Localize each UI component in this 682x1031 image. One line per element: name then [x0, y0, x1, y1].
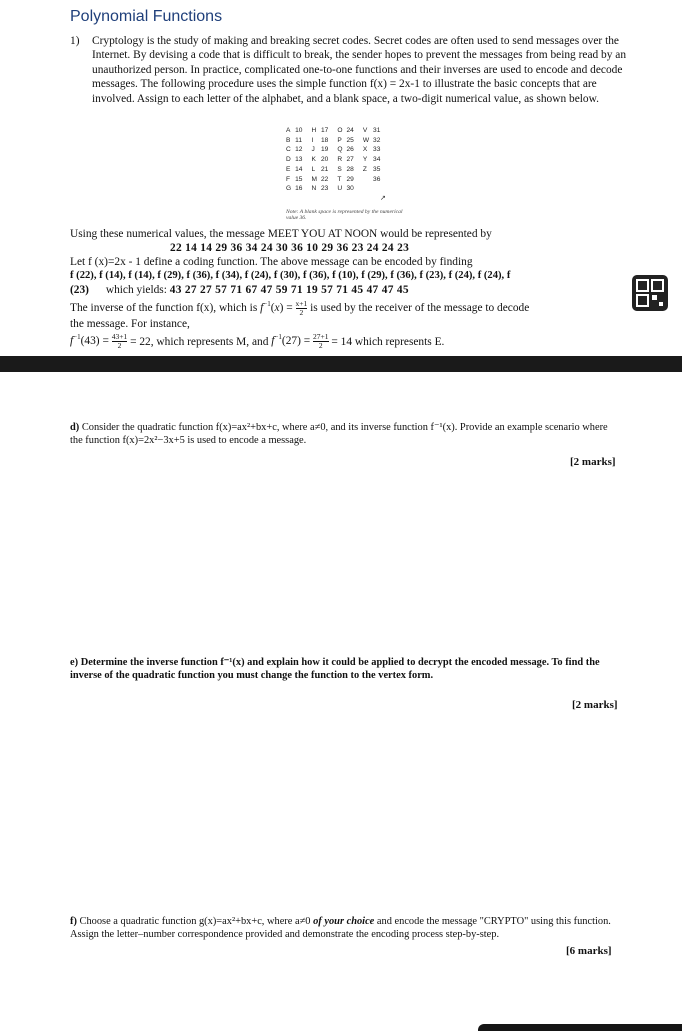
question-f: [70, 915, 622, 941]
table-note: Note: A blank space is represented by the numerical value 36.: [286, 209, 403, 221]
table-value: 28: [346, 165, 354, 173]
table-value: 23: [320, 185, 329, 193]
table-value: 21: [320, 165, 329, 173]
table-letter: [363, 184, 373, 194]
table-value: 24: [346, 127, 354, 134]
question-e-label: e): [70, 657, 79, 668]
table-row: [286, 165, 389, 175]
question-f-text-b: and encode the message "CRYPTO" using this function. Assign the letter–number correspondence provided and demonstrate the encoding process step-by-step.: [70, 916, 611, 941]
table-letter: K: [311, 156, 316, 164]
question-f-emphasis: of your choice: [313, 916, 375, 927]
question-e: [70, 656, 622, 682]
table-row: [286, 136, 389, 146]
question-1-number: 1): [70, 35, 80, 47]
table-value: 26: [346, 146, 354, 154]
table-value: 33: [373, 146, 381, 154]
table-value: 12: [295, 146, 303, 154]
table-value: 32: [373, 136, 381, 144]
question-d-text: Consider the quadratic function f(x)=ax²+bx+c, where a≠0, and its inverse function f⁻¹(x). Provide an example scenario where the function f(x)=2x²−3x+5 is used to encode a message.: [70, 422, 608, 447]
table-value: 35: [373, 165, 381, 173]
table-value: 15: [295, 175, 303, 183]
table-value: 36: [373, 175, 381, 183]
table-value: 11: [295, 136, 302, 144]
table-letter: G: [286, 185, 292, 193]
yields-label: which yields:: [105, 284, 167, 296]
home-indicator: [478, 1024, 682, 1031]
question-d: [70, 421, 622, 447]
table-value: 22: [320, 175, 329, 183]
question-f-marks: [6 marks]: [566, 945, 612, 957]
question-d-marks: [2 marks]: [570, 456, 616, 468]
example-1-result: = 22, which represents M, and: [130, 335, 269, 348]
table-letter: L: [311, 165, 316, 173]
blank-arrow-icon: ↗: [380, 194, 386, 202]
table-row: [286, 126, 389, 136]
table-letter: S: [337, 165, 342, 173]
table-letter: M: [311, 175, 317, 183]
letter-value-table: [286, 126, 389, 194]
table-letter: E: [286, 165, 291, 173]
table-value: 27: [346, 156, 354, 164]
function-calls: f (22), f (14), f (14), f (29), f (36), f (34), f (24), f (30), f (36), f (10), f (29), f (36), f (23), f (24), f (24), f: [70, 270, 511, 281]
question-1: [70, 34, 630, 106]
table-letter: P: [337, 136, 342, 144]
encoded-values: 43 27 27 57 71 67 47 59 71 19 57 71 45 47 47 45: [169, 284, 409, 296]
table-letter: I: [311, 136, 314, 144]
table-letter: A: [286, 127, 291, 134]
message-values: 22 14 14 29 36 34 24 30 36 10 29 36 23 24 24 23: [170, 242, 410, 254]
table-value: 17: [320, 127, 329, 134]
page-title: Polynomial Functions: [70, 8, 223, 25]
table-value: 10: [295, 127, 303, 134]
table-value: 31: [373, 127, 381, 134]
table-letter: T: [337, 175, 342, 183]
table-letter: J: [311, 146, 315, 154]
question-f-label: f): [70, 916, 77, 927]
question-e-marks: [2 marks]: [572, 699, 618, 711]
table-value: 16: [295, 185, 303, 193]
table-letter: Y: [362, 156, 368, 164]
table-letter: V: [362, 127, 368, 134]
table-value: 25: [346, 136, 354, 144]
question-f-text-a: Choose a quadratic function g(x)=ax²+bx+c, where a≠0: [79, 916, 311, 927]
example-1-formula: $f^{-1}(43)$ = $\frac{43+1}{2}$: [70, 332, 128, 351]
table-letter: C: [286, 146, 291, 154]
example-2-formula: $f^{-1}(27)$ = $\frac{27+1}{2}$: [271, 332, 329, 351]
table-letter: R: [337, 156, 343, 164]
table-value: 19: [320, 146, 329, 154]
question-d-label: d): [70, 422, 80, 433]
inverse-text-c: the message. For instance,: [70, 317, 190, 330]
table-value: [373, 184, 389, 194]
question-e-text: Determine the inverse function f⁻¹(x) and explain how it could be applied to decrypt the encoded message. To find the inverse of the quadratic function you must change the function to the vertex form.: [70, 657, 600, 682]
table-value: 13: [295, 156, 303, 164]
table-row: [286, 184, 389, 194]
table-letter: H: [311, 127, 317, 134]
inverse-text-b: is used by the receiver of the message to decode: [310, 301, 530, 314]
last-argument: (23): [70, 284, 89, 296]
encoding-explanation: [70, 227, 670, 350]
encoding-intro: Using these numerical values, the message MEET YOU AT NOON would be represented by: [70, 228, 492, 240]
table-value: 18: [320, 136, 329, 144]
table-letter: B: [286, 136, 291, 144]
table-letter: Z: [362, 165, 367, 173]
table-value: 20: [320, 156, 329, 164]
inverse-text-a: The inverse of the function f(x), which is: [70, 301, 258, 314]
coding-function-definition: Let f (x)=2x - 1 define a coding function. The above message can be encoded by finding: [70, 256, 473, 268]
inverse-formula: $f^{-1}(x)$ = $\frac{x+1}{2}$: [260, 298, 308, 317]
table-row: [286, 175, 389, 185]
question-1-paragraph: Cryptology is the study of making and breaking secret codes. Secret codes are often used to send messages over the Internet. By devising a code that is difficult to break, the sender hopes to prevent the messages from being read by an unauthorized person. In practice, complicated one-to-one functions and their inverses are used to encode and decode messages. The following procedure uses the simple function f(x) = 2x-1 to illustrate the basic concepts that are involved. Assign to each letter of the alphabet, and a blank space, a two-digit numerical value, as shown below.: [92, 35, 627, 105]
table-letter: O: [337, 127, 343, 134]
table-value: 14: [295, 165, 303, 173]
table-value: 30: [346, 185, 354, 193]
example-2-result: = 14 which represents E.: [331, 335, 445, 348]
table-letter: Q: [337, 146, 343, 154]
table-letter: U: [337, 185, 343, 193]
qr-code-icon[interactable]: [632, 275, 668, 311]
section-divider: [0, 356, 682, 372]
table-letter: N: [311, 185, 317, 193]
table-value: 29: [346, 175, 354, 183]
table-row: [286, 155, 389, 165]
table-value: 34: [373, 156, 381, 164]
table-row: [286, 145, 389, 155]
table-letter: F: [286, 175, 291, 183]
table-letter: X: [362, 146, 368, 154]
table-letter: D: [286, 156, 291, 164]
table-letter: [363, 175, 373, 185]
table-letter: W: [362, 136, 370, 144]
